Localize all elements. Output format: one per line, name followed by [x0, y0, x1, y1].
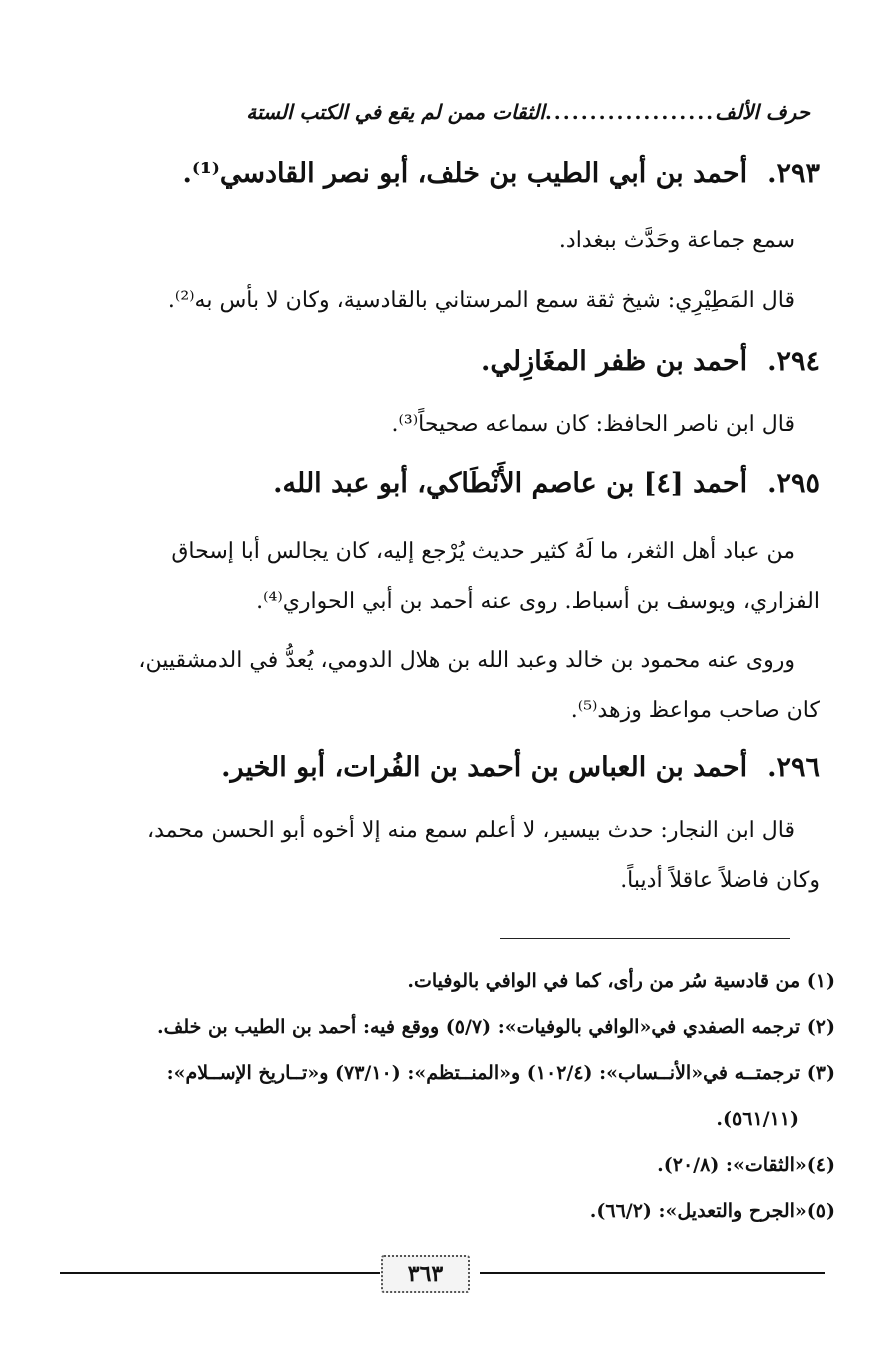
footnote-text: (٣) ترجمتــه في«الأنــساب»: (١٠٢/٤) و«المنــتظم»: (٧٣/١٠) و«تــاريخ الإســلام»: — [166, 1062, 835, 1084]
page-footer — [60, 1255, 825, 1291]
text-line: وكان فاضلاً عاقلاً أديباً. — [620, 868, 820, 893]
entry-name: أحمد [٤] بن عاصم الأَنْطَاكي، أبو عبد الله. — [273, 468, 748, 499]
footnote-continuation: (٥٦١/١١). — [716, 1108, 799, 1130]
text-line: قال ابن النجار: حدث بيسير، لا أعلم سمع منه إلا أخوه أبو الحسن محمد، — [146, 818, 795, 843]
footnote-4 — [45, 1142, 835, 1188]
footnote-text: (١) من قادسية سُر من رأى، كما في الوافي بالوفيات. — [407, 970, 835, 992]
entry-name: أحمد بن أبي الطيب بن خلف، أبو نصر القادسي⁽¹⁾. — [182, 158, 748, 189]
header-dots: ................... — [544, 100, 716, 124]
entry-title-293 — [183, 158, 820, 189]
entry-name: أحمد بن ظفر المغَازِلي. — [481, 346, 748, 377]
entry-number: ٢٩٦. — [767, 752, 820, 783]
entry-number: ٢٩٣. — [767, 158, 820, 189]
text-line: الفزاري، ويوسف بن أسباط. روى عنه أحمد بن أبي الحواري⁽⁴⁾. — [256, 589, 820, 614]
header-book-title: الثقات ممن لم يقع في الكتب الستة — [246, 100, 545, 124]
paragraph — [130, 527, 820, 627]
footnote-3 — [45, 1050, 835, 1142]
footnote-text: (٥)«الجرح والتعديل»: (٦٦/٢). — [589, 1200, 835, 1222]
footnote-separator — [500, 938, 790, 939]
header-chapter: حرف الألف — [715, 100, 810, 124]
text-line: من عباد أهل الثغر، ما لَهُ كثير حديث يُرْجع إليه، كان يجالس أبا إسحاق — [171, 539, 795, 564]
footnote-1 — [45, 958, 835, 1004]
entry-title-294 — [481, 346, 820, 377]
footnote-text: (٢) ترجمه الصفدي في«الوافي بالوفيات»: (٥/٧) ووقع فيه: أحمد بن الطيب بن خلف. — [157, 1016, 835, 1038]
text-line: سمع جماعة وحَدَّث ببغداد. — [558, 228, 795, 253]
paragraph — [130, 806, 820, 906]
paragraph — [130, 636, 820, 736]
footer-rule-left — [60, 1272, 380, 1274]
footer-rule-right — [480, 1272, 825, 1274]
entry-title-296 — [221, 752, 820, 783]
paragraph — [130, 216, 820, 266]
footnote-text: (٤)«الثقات»: (٢٠/٨). — [657, 1154, 835, 1176]
text-line: وروى عنه محمود بن خالد وعبد الله بن هلال الدومي، يُعدُّ في الدمشقيين، — [138, 648, 795, 673]
text-line: كان صاحب مواعظ وزهد⁽⁵⁾. — [570, 698, 820, 723]
paragraph — [130, 400, 820, 450]
page-number: ٣٦٣ — [381, 1255, 470, 1293]
text-line: قال ابن ناصر الحافظ: كان سماعه صحيحاً⁽³⁾. — [391, 412, 795, 437]
entry-name: أحمد بن العباس بن أحمد بن الفُرات، أبو الخير. — [221, 752, 748, 783]
entry-number: ٢٩٥. — [767, 468, 820, 499]
footnotes — [45, 958, 835, 1234]
entry-title-295 — [273, 468, 820, 499]
text-line: قال المَطِيْرِي: شيخ ثقة سمع المرستاني بالقادسية، وكان لا بأس به⁽²⁾. — [167, 288, 795, 313]
footnote-5 — [45, 1188, 835, 1234]
paragraph — [130, 276, 820, 326]
entry-number: ٢٩٤. — [767, 346, 820, 377]
footnote-2 — [45, 1004, 835, 1050]
running-header — [150, 100, 810, 124]
